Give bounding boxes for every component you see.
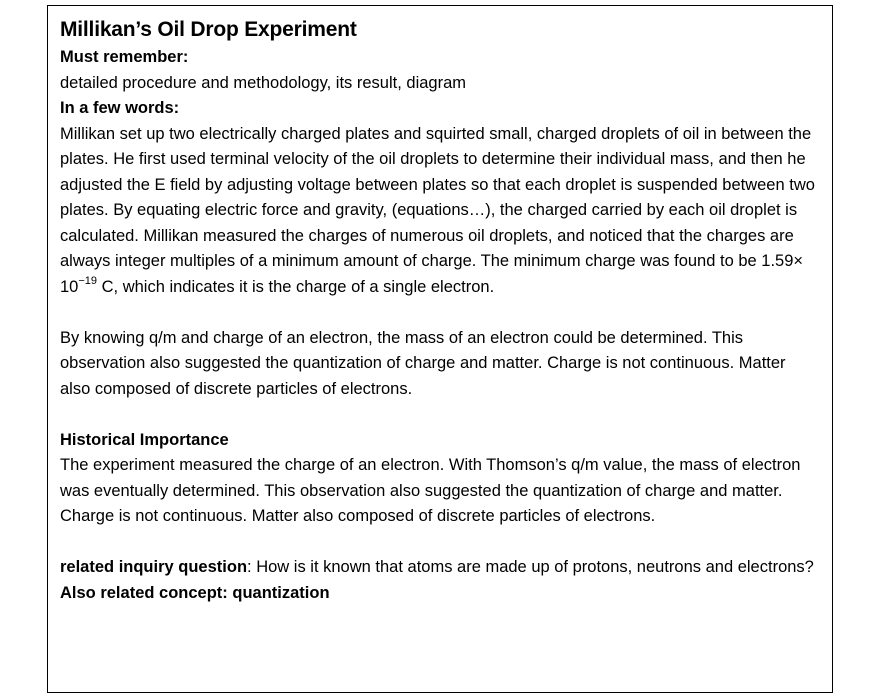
spacer <box>60 300 820 326</box>
related-inquiry-text: How is it known that atoms are made up of protons, neutrons and electrons? <box>256 558 814 576</box>
charge-mantissa: 1.59× 10 <box>60 252 804 296</box>
related-concept-label: Also related concept: quantization <box>60 583 330 602</box>
summary-paragraph-1 <box>60 122 820 301</box>
summary-paragraph-1-main: Millikan set up two electrically charged plates and squirted small, charged droplets of oil in between the plates. He first used terminal velocity of the oil droplets to determine their individual mass, and then he adjusted the E field by adjusting voltage between plates so that each droplet is suspended between two plates. By equating electric force and gravity, (equations…), the charged carried by each oil droplet is calculated. Millikan measured the charges of numerous oil droplets, and noticed that the charges are always integer multiples of a minimum amount of charge. The minimum charge was found to be <box>60 124 815 270</box>
related-inquiry-separator: : <box>247 558 257 576</box>
charge-exponent: −19 <box>78 275 98 287</box>
spacer <box>60 530 820 556</box>
must-remember-label: Must remember: <box>60 48 189 66</box>
note-card <box>47 5 833 693</box>
in-a-few-words-label: In a few words: <box>60 99 180 117</box>
related-inquiry-question <box>60 555 820 581</box>
summary-paragraph-2: By knowing q/m and charge of an electron, the mass of an electron could be determined. This observation also suggested the quantization of charge and matter. Charge is not continuous. Matter also composed of discrete particles of electrons. <box>60 328 786 398</box>
historical-importance-label: Historical Importance <box>60 430 229 449</box>
historical-importance-text: The experiment measured the charge of an electron. With Thomson’s q/m value, the mass of electron was eventually determined. This observation also suggested the quantization of charge and matter. Charge is not continuous. Matter also composed of discrete particles of electrons. <box>60 456 801 525</box>
spacer <box>60 402 820 428</box>
summary-paragraph-1-tail: C, which indicates it is the charge of a single electron. <box>97 277 495 296</box>
related-inquiry-label: related inquiry question <box>60 558 248 576</box>
must-remember-text: detailed procedure and methodology, its result, diagram <box>60 73 467 92</box>
page-title: Millikan’s Oil Drop Experiment <box>60 18 357 41</box>
